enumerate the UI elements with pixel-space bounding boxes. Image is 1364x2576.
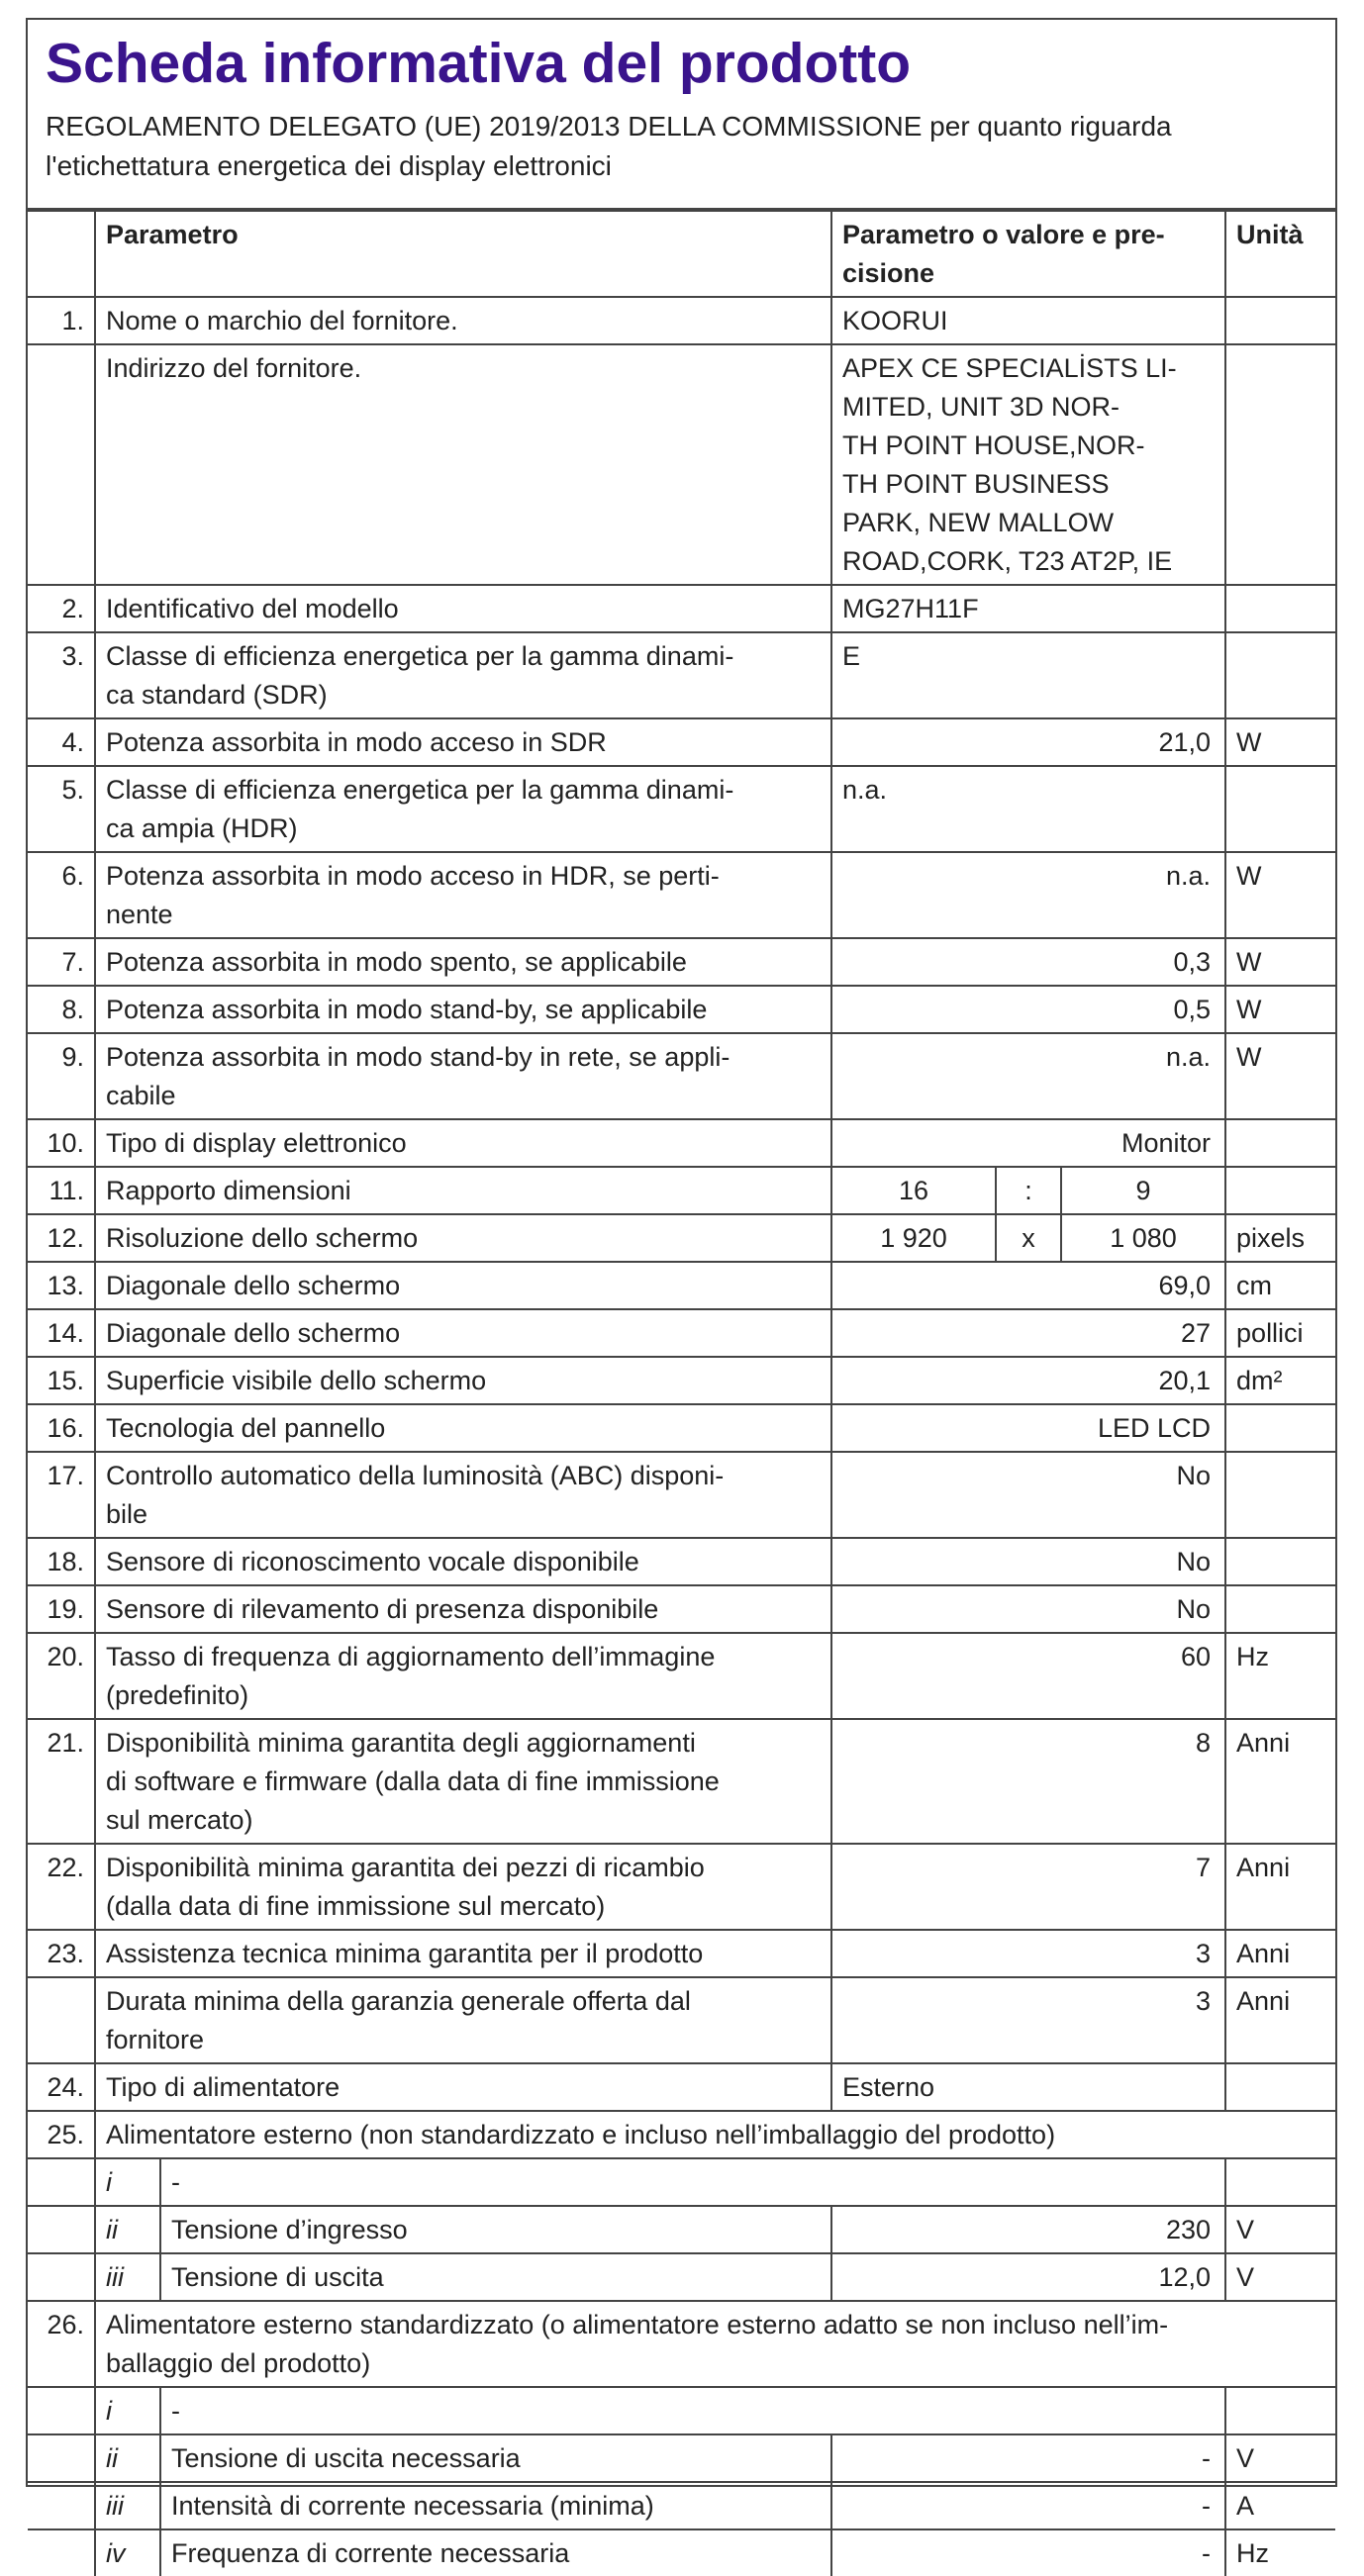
table-row: 17. Controllo automatico della luminosità (ABC) disponi- bile No: [28, 1452, 1335, 1538]
parameters-table: [28, 210, 1335, 2576]
table-row: 19. Sensore di rilevamento di presenza disponibile No: [28, 1585, 1335, 1633]
product-info-sheet: [26, 18, 1337, 2568]
header-value: Parametro o valore e pre- cisione: [831, 211, 1225, 297]
regulation-subtitle: REGOLAMENTO DELEGATO (UE) 2019/2013 DELLA COMMISSIONE per quanto riguarda l'etichettatura energetica dei display elettronici: [46, 111, 1172, 181]
table-row: 2. Identificativo del modello MG27H11F: [28, 585, 1335, 632]
table-row: 12. Risoluzione dello schermo 1 920 x 1 080 pixels: [28, 1214, 1335, 1262]
supplier-address: APEX CE SPECIALİSTS LI- MITED, UNIT 3D NOR- TH POINT HOUSE,NOR- TH POINT BUSINESS PARK, NEW MALLOW ROAD,CORK, T23 AT2P, IE: [831, 344, 1225, 585]
sub-row: iii Tensione di uscita 12,0 V: [28, 2253, 1335, 2301]
table-row: 21. Disponibilità minima garantita degli aggiornamenti di software e firmware (dalla data di fine immissione sul mercato) 8 Anni: [28, 1719, 1335, 1844]
sheet-header: [28, 20, 1335, 210]
header-param: Parametro: [95, 211, 831, 297]
table-row: 6. Potenza assorbita in modo acceso in HDR, se perti- nente n.a. W: [28, 852, 1335, 938]
table-row: 22. Disponibilità minima garantita dei pezzi di ricambio (dalla data di fine immissione sul mercato) 7 Anni: [28, 1844, 1335, 1930]
table-row: 9. Potenza assorbita in modo stand-by in rete, se appli- cabile n.a. W: [28, 1033, 1335, 1119]
table-row: 10. Tipo di display elettronico Monitor: [28, 1119, 1335, 1167]
table-row: 7. Potenza assorbita in modo spento, se applicabile 0,3 W: [28, 938, 1335, 986]
table-header-row: [28, 211, 1335, 297]
table-row: 23. Assistenza tecnica minima garantita per il prodotto 3 Anni: [28, 1930, 1335, 1977]
table-row: 1. Nome o marchio del fornitore. KOORUI: [28, 297, 1335, 344]
table-row: 25. Alimentatore esterno (non standardizzato e incluso nell’imballaggio del prodotto): [28, 2111, 1335, 2158]
table-row: 14. Diagonale dello schermo 27 pollici: [28, 1309, 1335, 1357]
table-row: 11. Rapporto dimensioni 16 : 9: [28, 1167, 1335, 1214]
table-row: 16. Tecnologia del pannello LED LCD: [28, 1404, 1335, 1452]
table-row: 26. Alimentatore esterno standardizzato (o alimentatore esterno adatto se non incluso nell’im- ballaggio del prodotto): [28, 2301, 1335, 2387]
table-row: 13. Diagonale dello schermo 69,0 cm: [28, 1262, 1335, 1309]
table-row: 5. Classe di efficienza energetica per la gamma dinami- ca ampia (HDR) n.a.: [28, 766, 1335, 852]
table-row: 18. Sensore di riconoscimento vocale disponibile No: [28, 1538, 1335, 1585]
table-row: 8. Potenza assorbita in modo stand-by, se applicabile 0,5 W: [28, 986, 1335, 1033]
page-title: Scheda informativa del prodotto: [46, 32, 912, 95]
table-row: Durata minima della garanzia generale offerta dal fornitore 3 Anni: [28, 1977, 1335, 2063]
table-row: Indirizzo del fornitore. APEX CE SPECIALİSTS LI- MITED, UNIT 3D NOR- TH POINT HOUSE,NOR- TH POINT BUSINESS PARK, NEW MALLOW ROAD,CORK, T23 AT2P, IE: [28, 344, 1335, 585]
table-row: 15. Superficie visibile dello schermo 20,1 dm²: [28, 1357, 1335, 1404]
header-unit: Unità: [1225, 211, 1335, 297]
sub-row: ii Tensione di uscita necessaria - V: [28, 2434, 1335, 2482]
sub-row: i -: [28, 2387, 1335, 2434]
table-row: 24. Tipo di alimentatore Esterno: [28, 2063, 1335, 2111]
sub-row: ii Tensione d’ingresso 230 V: [28, 2206, 1335, 2253]
sub-row: iv Frequenza di corrente necessaria - Hz: [28, 2529, 1335, 2576]
table-row: 20. Tasso di frequenza di aggiornamento dell’immagine (predefinito) 60 Hz: [28, 1633, 1335, 1719]
sub-row: i -: [28, 2158, 1335, 2206]
table-row: 3. Classe di efficienza energetica per la gamma dinami- ca standard (SDR) E: [28, 632, 1335, 718]
table-row: 4. Potenza assorbita in modo acceso in SDR 21,0 W: [28, 718, 1335, 766]
sub-row: iii Intensità di corrente necessaria (minima) - A: [28, 2482, 1335, 2529]
